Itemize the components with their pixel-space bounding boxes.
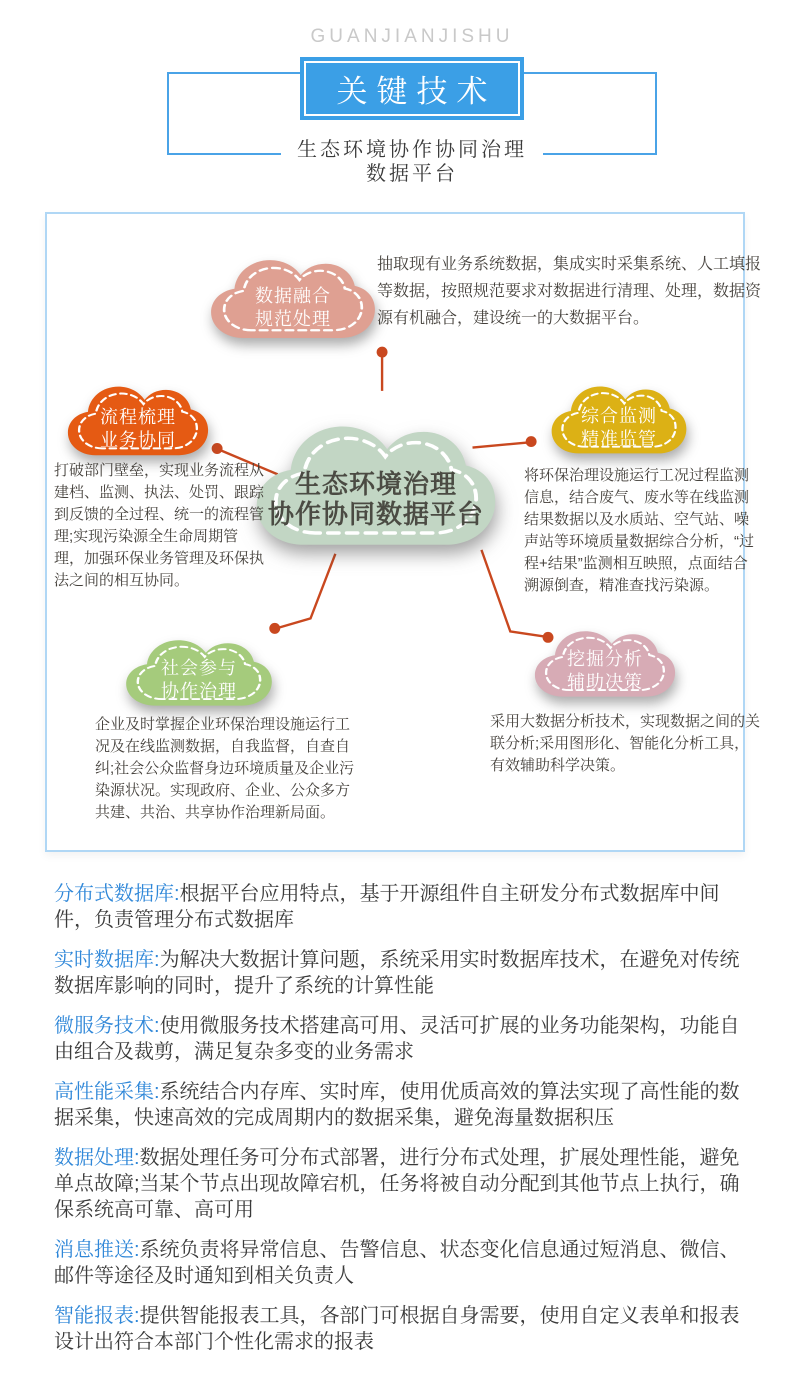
node-data-fusion-cloud [203, 248, 383, 348]
node-label: 数据融合 规范处理 [255, 286, 331, 329]
tech-item-microservice [54, 1013, 756, 1065]
page-title-banner [300, 57, 524, 120]
subtitle-text [281, 138, 543, 186]
page-header [167, 0, 657, 200]
node-mining-cloud [528, 621, 682, 705]
tech-text: 系统结合内存库、实时库，使用优质高效的算法实现了高性能的数据采集，快速高效的完成周期内的数据采集，避免海量数据积压 [54, 1081, 740, 1129]
tech-label: 数据处理: [54, 1147, 140, 1169]
diagram-card [45, 212, 762, 852]
subtitle [167, 138, 657, 186]
tech-label: 高性能采集: [54, 1081, 160, 1103]
connector-bottom-left [269, 554, 335, 634]
node-social-desc: 企业及时掌握企业环保治理设施运行工况及在线监测数据，自我监督，自查自纠;社会公众监督身边环境质量及企业污染源状况。实现政府、企业、公众多方共建、共治、共享协作治理新局面。 [95, 716, 355, 821]
node-monitoring-desc: 将环保治理设施运行工况过程监测信息，结合废气、废水等在线监测结果数据以及水质站、空气站、噪声站等环境质量数据综合分析，“过程+结果”监测相互映照，点面结合溯源倒查，精准查找污染源。 [524, 467, 754, 594]
tech-item-data-processing [54, 1145, 756, 1223]
tech-label: 微服务技术: [54, 1015, 160, 1037]
page-title: 关键技术 [336, 74, 497, 109]
watermark-text: GUANJIANJISHU [310, 26, 514, 47]
banner-inner-frame [304, 61, 520, 116]
node-social-cloud [119, 630, 279, 714]
center-label-line-2: 协作协同数据平台 [267, 499, 484, 530]
tech-item-high-performance [54, 1079, 756, 1131]
center-cloud-label [245, 448, 507, 551]
tech-item-message-push [54, 1237, 756, 1289]
node-label: 社会参与 协作治理 [161, 658, 237, 702]
node-monitoring-cloud [545, 376, 693, 462]
tech-item-distributed-db [54, 881, 756, 933]
tech-label: 实时数据库: [54, 949, 160, 971]
tech-text: 提供智能报表工具，各部门可根据自身需要，使用自定义表单和报表设计出符合本部门个性化需求的报表 [54, 1305, 740, 1353]
node-label: 综合监测 精准监管 [581, 405, 657, 449]
center-cloud-node [245, 408, 507, 560]
node-mining-desc: 采用大数据分析技术，实现数据之间的关联分析;采用图形化、智能化分析工具，有效辅助科学决策。 [490, 713, 761, 774]
tech-item-realtime-db [54, 947, 756, 999]
node-label: 流程梳理 业务协同 [100, 406, 176, 450]
tech-list [54, 881, 756, 1369]
node-data-fusion-desc: 抽取现有业务系统数据，集成实时采集系统、人工填报等数据，按照规范要求对数据进行清理、处理，数据资源有机融合，建设统一的大数据平台。 [377, 256, 762, 327]
center-label-line-1: 生态环境治理 [294, 469, 457, 500]
tech-item-smart-report [54, 1303, 756, 1355]
tech-text: 为解决大数据计算问题，系统采用实时数据库技术，在避免对传统数据库影响的同时，提升了系统的计算性能 [54, 949, 740, 997]
tech-label: 分布式数据库: [54, 883, 180, 905]
tech-label: 消息推送: [54, 1239, 140, 1261]
tech-label: 智能报表: [54, 1305, 140, 1327]
connector-top [377, 347, 388, 391]
node-process-cloud [61, 376, 215, 464]
tech-text: 系统负责将异常信息、告警信息、状态变化信息通过短消息、微信、邮件等途径及时通知到相关负责人 [54, 1239, 740, 1287]
subtitle-line-2: 数据平台 [366, 163, 458, 185]
tech-text: 数据处理任务可分布式部署，进行分布式处理，扩展处理性能，避免单点故障;当某个节点出现故障宕机，任务将被自动分配到其他节点上执行，确保系统高可靠、高可用 [54, 1147, 740, 1221]
subtitle-line-1: 生态环境协作协同治理 [297, 139, 527, 161]
tech-text: 根据平台应用特点，基于开源组件自主研发分布式数据库中间件，负责管理分布式数据库 [54, 883, 720, 931]
tech-text: 使用微服务技术搭建高可用、灵活可扩展的业务功能架构，功能自由组合及裁剪，满足复杂多变的业务需求 [54, 1015, 740, 1063]
node-process-desc: 打破部门壁垒，实现业务流程从建档、监测、执法、处罚、跟踪到反馈的全过程、统一的流程管理;实现污染源全生命周期管理，加强环保业务管理及环保执法之间的相互协同。 [54, 462, 265, 589]
node-label: 挖掘分析 辅助决策 [567, 649, 643, 693]
